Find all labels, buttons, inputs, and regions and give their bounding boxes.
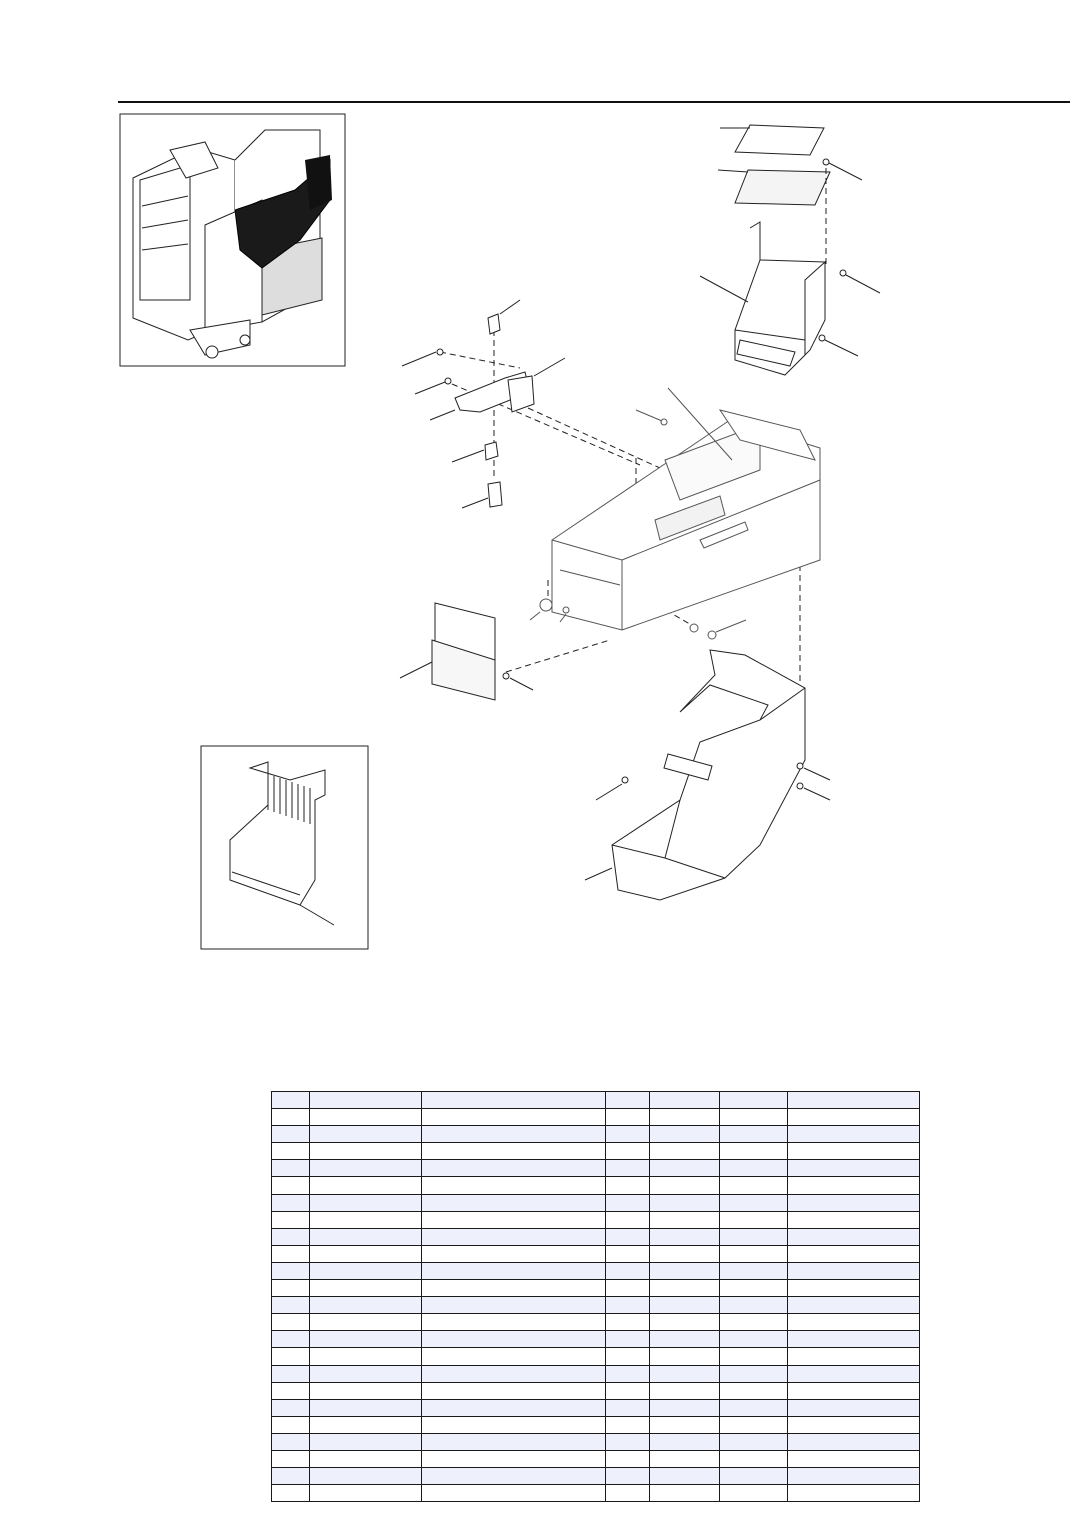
table-row xyxy=(272,1262,920,1279)
table-row xyxy=(272,1194,920,1211)
parts-list-body xyxy=(272,1092,920,1502)
table-row xyxy=(272,1314,920,1331)
table-row xyxy=(272,1092,920,1109)
parts-list-table xyxy=(271,1091,920,1502)
table-row xyxy=(272,1160,920,1177)
table-row xyxy=(272,1109,920,1126)
table-row xyxy=(272,1485,920,1502)
table-row xyxy=(272,1297,920,1314)
table-row xyxy=(272,1399,920,1416)
table-row xyxy=(272,1228,920,1245)
table-row xyxy=(272,1280,920,1297)
printer-overview-inset xyxy=(120,114,345,366)
table-row xyxy=(272,1433,920,1450)
chute-assembly xyxy=(700,222,880,375)
table-row xyxy=(272,1348,920,1365)
table-row xyxy=(272,1211,920,1228)
table-row xyxy=(272,1416,920,1433)
main-frame xyxy=(530,388,820,639)
top-plates xyxy=(718,125,862,205)
table-row xyxy=(272,1177,920,1194)
guide-detail-inset xyxy=(201,746,368,949)
catch-tray-cover xyxy=(585,650,830,900)
table-row xyxy=(272,1468,920,1485)
table-row xyxy=(272,1331,920,1348)
table-row xyxy=(272,1143,920,1160)
mounting-bracket xyxy=(400,603,533,700)
table-row xyxy=(272,1365,920,1382)
table-row xyxy=(272,1382,920,1399)
solenoid-valve-assembly xyxy=(402,300,565,508)
table-row xyxy=(272,1245,920,1262)
table-row xyxy=(272,1126,920,1143)
table-row xyxy=(272,1450,920,1467)
